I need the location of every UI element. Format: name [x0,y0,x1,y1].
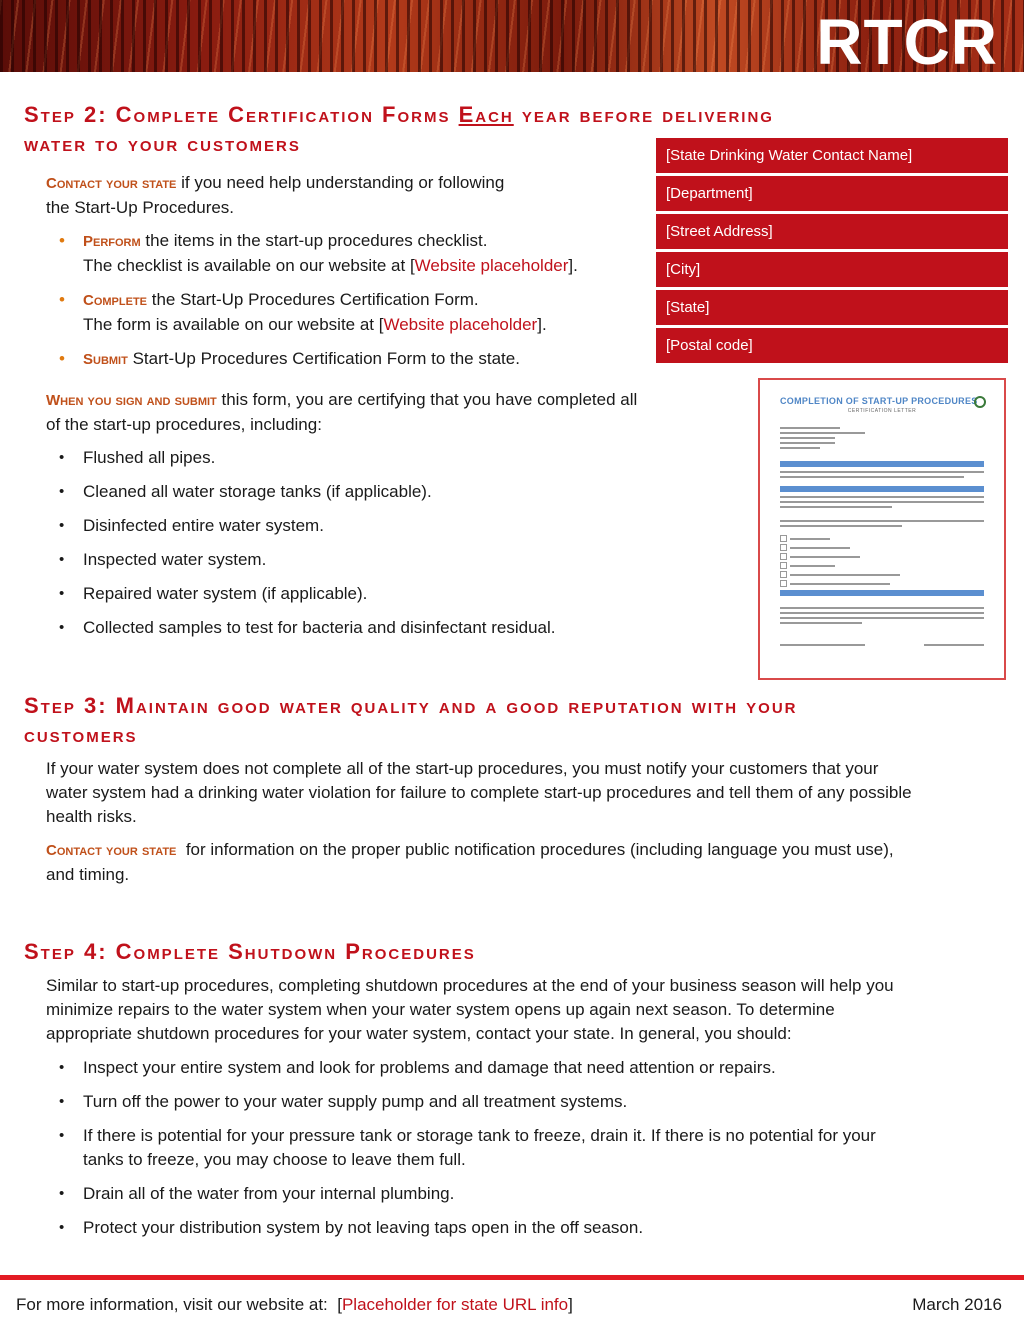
step4-text-line1: Similar to start-up procedures, completing shutdown procedures at the end of your business season will help you [46,976,894,995]
thumbnail-title: COMPLETION OF START-UP PROCEDURES [780,396,978,406]
footer-text: For more information, visit our website at: [ [16,1295,342,1314]
contact-name-field: [State Drinking Water Contact Name] [656,138,1008,173]
list-item [46,480,555,504]
bullet-icon: • [59,585,65,602]
list-item-perform [46,229,578,278]
list-item-text: Collected samples to test for bacteria and disinfectant residual. [83,618,556,637]
list-item [46,1216,876,1240]
bullet-icon: • [59,1185,65,1202]
step3-contact-paragraph [46,838,894,887]
bullet-icon: • [59,517,65,534]
list-item [46,1182,876,1206]
step2-contact-paragraph [46,171,504,220]
step3-title-line2: customers [24,722,138,747]
step4-title: Step 4: Complete Shutdown Procedures [24,939,476,964]
bullet-icon: • [59,1127,65,1144]
notification-text-line2: and timing. [46,865,130,884]
contact-text: if you need help understanding or following [176,173,505,192]
step4-paragraph [46,974,894,1046]
footer-date: March 2016 [912,1295,1002,1314]
contact-text-line2: the Start-Up Procedures. [46,198,235,217]
step3-paragraph [46,757,912,829]
list-item [46,1056,876,1080]
perform-keyword: Perform [83,233,141,250]
list-item [46,616,555,640]
sign-submit-keyword: When you sign and submit [46,392,217,409]
list-item-text: Turn off the power to your water supply pump and all treatment systems. [83,1092,628,1111]
rtcr-logo: RTCR [816,6,998,72]
list-item-submit [46,347,578,372]
complete-keyword: Complete [83,292,148,309]
list-item-complete [46,288,578,337]
step3-text-line3: health risks. [46,807,137,826]
list-item-text: Inspected water system. [83,550,267,569]
list-item-text: Repaired water system (if applicable). [83,584,368,603]
bullet-icon: • [59,231,65,250]
list-item [46,548,555,572]
step2-title [24,101,774,129]
checklist-text: The checklist is available on our website at [ [83,256,415,275]
contact-your-state-keyword: Contact your state [46,175,177,192]
list-item [46,582,555,606]
footer-divider [0,1275,1024,1280]
list-item [46,514,555,538]
step3-text-line2: water system had a drinking water violation for failure to complete start-up procedures and tell them of any possible [46,783,912,802]
list-item-text: Flushed all pipes. [83,448,216,467]
certification-letter-thumbnail[interactable] [758,378,1006,680]
postal-code-field: [Postal code] [656,328,1008,363]
step3-title: Step 3: Maintain good water quality and a good reputation with your [24,693,798,718]
list-item [46,446,555,470]
list-item-text: Protect your distribution system by not leaving taps open in the off season. [83,1218,644,1237]
submit-text: Start-Up Procedures Certification Form to the state. [127,349,520,368]
list-item-text: Inspect your entire system and look for problems and damage that need attention or repairs. [83,1058,776,1077]
footer-info [16,1293,573,1317]
step4-text-line2: minimize repairs to the water system when your water system opens up again next season. To determine [46,1000,835,1019]
bullet-icon: • [59,349,65,368]
website-placeholder-link[interactable]: Website placeholder [414,256,569,275]
website-placeholder-link[interactable]: Website placeholder [383,315,538,334]
sign-submit-paragraph [46,388,637,437]
thumbnail-subtitle: CERTIFICATION LETTER [847,408,917,414]
state-contact-box [656,138,1008,366]
step3-text-line1: If your water system does not complete all of the start-up procedures, you must notify your customers that your [46,759,879,778]
contact-your-state-keyword: Contact your state [46,842,177,859]
bullet-icon: • [59,449,65,466]
notification-text: for information on the proper public notification procedures (including language you must use), [176,840,894,859]
sign-submit-text-line2: of the start-up procedures, including: [46,415,322,434]
step2-title-line2: water to your customers [24,131,301,156]
complete-text: the Start-Up Procedures Certification Form. [147,290,479,309]
step2-title-suffix: year before delivering [513,102,774,127]
list-item-text: Cleaned all water storage tanks (if applicable). [83,482,432,501]
header-banner [0,0,1024,72]
bullet-icon: • [59,290,65,309]
list-item-text: If there is potential for your pressure tank or storage tank to freeze, drain it. If there is no potential for your [83,1126,876,1145]
bullet-icon: • [59,619,65,636]
submit-keyword: Submit [83,351,128,368]
procedures-list [46,229,578,372]
checklist-text-end: ]. [568,256,578,275]
list-item [46,1090,876,1114]
bullet-icon: • [59,551,65,568]
bullet-icon: • [59,483,65,500]
step4-text-line3: appropriate shutdown procedures for your water system, contact your state. In general, you should: [46,1024,792,1043]
shutdown-procedures-list [46,1056,876,1240]
step2-title-emphasis: Each [458,102,514,127]
bullet-icon: • [59,1059,65,1076]
completed-procedures-list [46,446,555,640]
bullet-icon: • [59,1093,65,1110]
list-item-text: Disinfected entire water system. [83,516,324,535]
epa-seal-icon [974,396,986,408]
state-url-link[interactable]: Placeholder for state URL info [341,1295,569,1314]
street-address-field: [Street Address] [656,214,1008,249]
form-text-end: ]. [537,315,547,334]
list-item-text: Drain all of the water from your internal plumbing. [83,1184,455,1203]
perform-text: the items in the start-up procedures checklist. [140,231,488,250]
city-field: [City] [656,252,1008,287]
form-text: The form is available on our website at [ [83,315,384,334]
state-field: [State] [656,290,1008,325]
list-item-text-line2: tanks to freeze, you may choose to leave them full. [83,1150,466,1169]
bullet-icon: • [59,1219,65,1236]
department-field: [Department] [656,176,1008,211]
list-item [46,1124,876,1172]
footer-text-end: ] [568,1295,573,1314]
sign-submit-text: this form, you are certifying that you have completed all [216,390,638,409]
step2-title-prefix: Step 2: Complete Certification Forms [24,102,459,127]
